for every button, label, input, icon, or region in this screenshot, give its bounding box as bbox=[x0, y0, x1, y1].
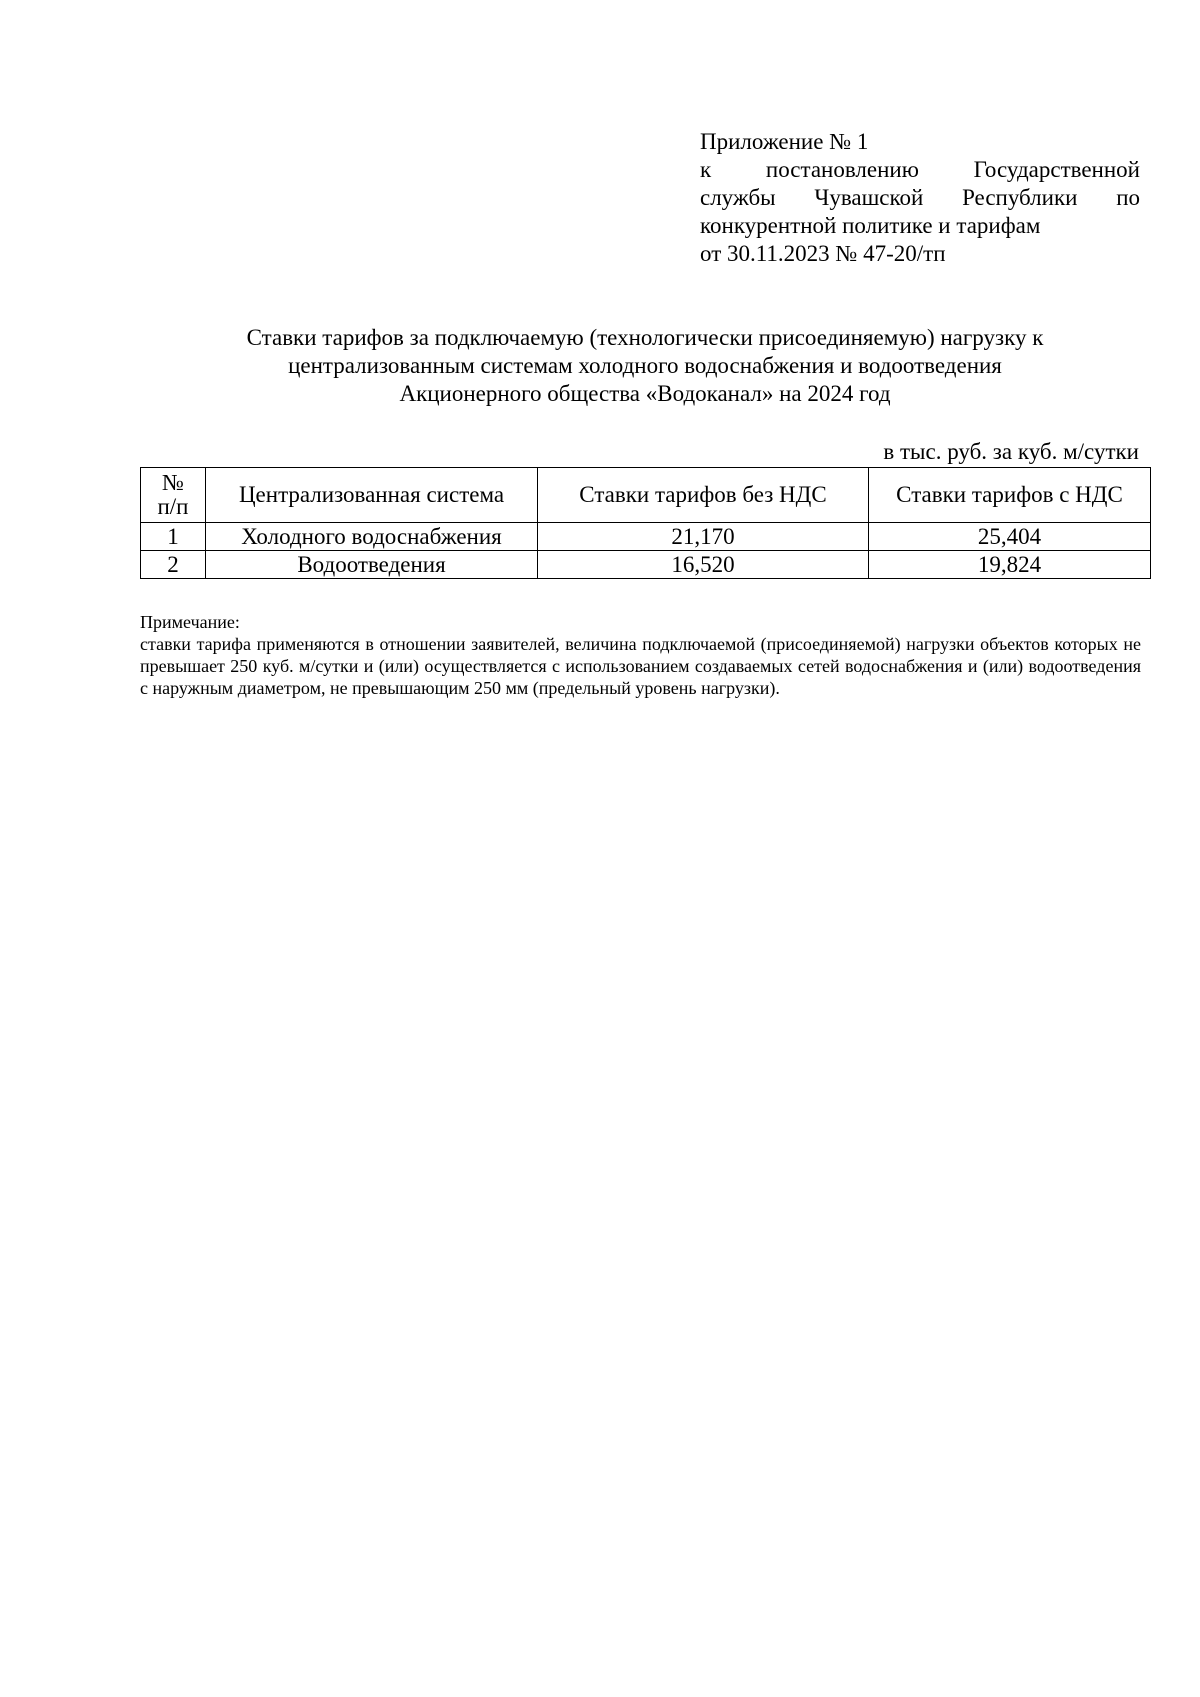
appendix-line-2 bbox=[700, 156, 1140, 184]
tariff-table bbox=[140, 467, 1151, 579]
header-with-vat: Ставки тарифов с НДС bbox=[869, 468, 1151, 523]
appendix-word: постановлению bbox=[765, 157, 919, 182]
table-header-row bbox=[141, 468, 1151, 523]
header-system: Централизованная система bbox=[206, 468, 538, 523]
header-number-line1: № bbox=[162, 470, 184, 495]
header-without-vat: Ставки тарифов без НДС bbox=[538, 468, 869, 523]
appendix-word: Чувашской bbox=[814, 185, 924, 210]
appendix-word: Республики bbox=[962, 185, 1078, 210]
units-label: в тыс. руб. за куб. м/сутки bbox=[883, 439, 1139, 464]
cell-without-vat: 16,520 bbox=[538, 551, 869, 579]
document-title bbox=[140, 324, 1150, 408]
appendix-date: от 30.11.2023 № 47-20/тп bbox=[700, 241, 946, 266]
cell-system: Холодного водоснабжения bbox=[206, 523, 538, 551]
cell-with-vat: 19,824 bbox=[869, 551, 1151, 579]
cell-number: 1 bbox=[141, 523, 206, 551]
header-number bbox=[141, 468, 206, 523]
cell-number: 2 bbox=[141, 551, 206, 579]
note-text: ставки тарифа применяются в отношении заявителей, величина подключаемой (присоединяемой) нагрузки объектов которых не превышает 250 куб. м/сутки и (или) осуществляется с использованием создаваемых сетей водоснабжения и (или) водоотведения с наружным диаметром, не превышающим 250 мм (предельный уровень нагрузки). bbox=[140, 634, 1141, 698]
title-line: Акционерного общества «Водоканал» на 2024 год bbox=[399, 381, 891, 406]
appendix-title: Приложение № 1 bbox=[700, 129, 869, 154]
table-row bbox=[141, 551, 1151, 579]
cell-system: Водоотведения bbox=[206, 551, 538, 579]
title-line: централизованным системам холодного водоснабжения и водоотведения bbox=[288, 353, 1002, 378]
appendix-word: к bbox=[700, 157, 712, 182]
title-line: Ставки тарифов за подключаемую (технологически присоединяемую) нагрузку к bbox=[246, 325, 1044, 350]
appendix-word: Государственной bbox=[973, 157, 1140, 182]
cell-with-vat: 25,404 bbox=[869, 523, 1151, 551]
appendix-word: службы bbox=[700, 185, 776, 210]
header-number-line2: п/п bbox=[157, 494, 189, 519]
note-block bbox=[140, 611, 1141, 699]
appendix-line-3 bbox=[700, 184, 1140, 212]
appendix-word: по bbox=[1116, 185, 1140, 210]
note-label: Примечание: bbox=[140, 612, 240, 632]
cell-without-vat: 21,170 bbox=[538, 523, 869, 551]
appendix-line-4: конкурентной политике и тарифам bbox=[700, 213, 1041, 238]
appendix-block bbox=[700, 128, 1140, 268]
table-row bbox=[141, 523, 1151, 551]
